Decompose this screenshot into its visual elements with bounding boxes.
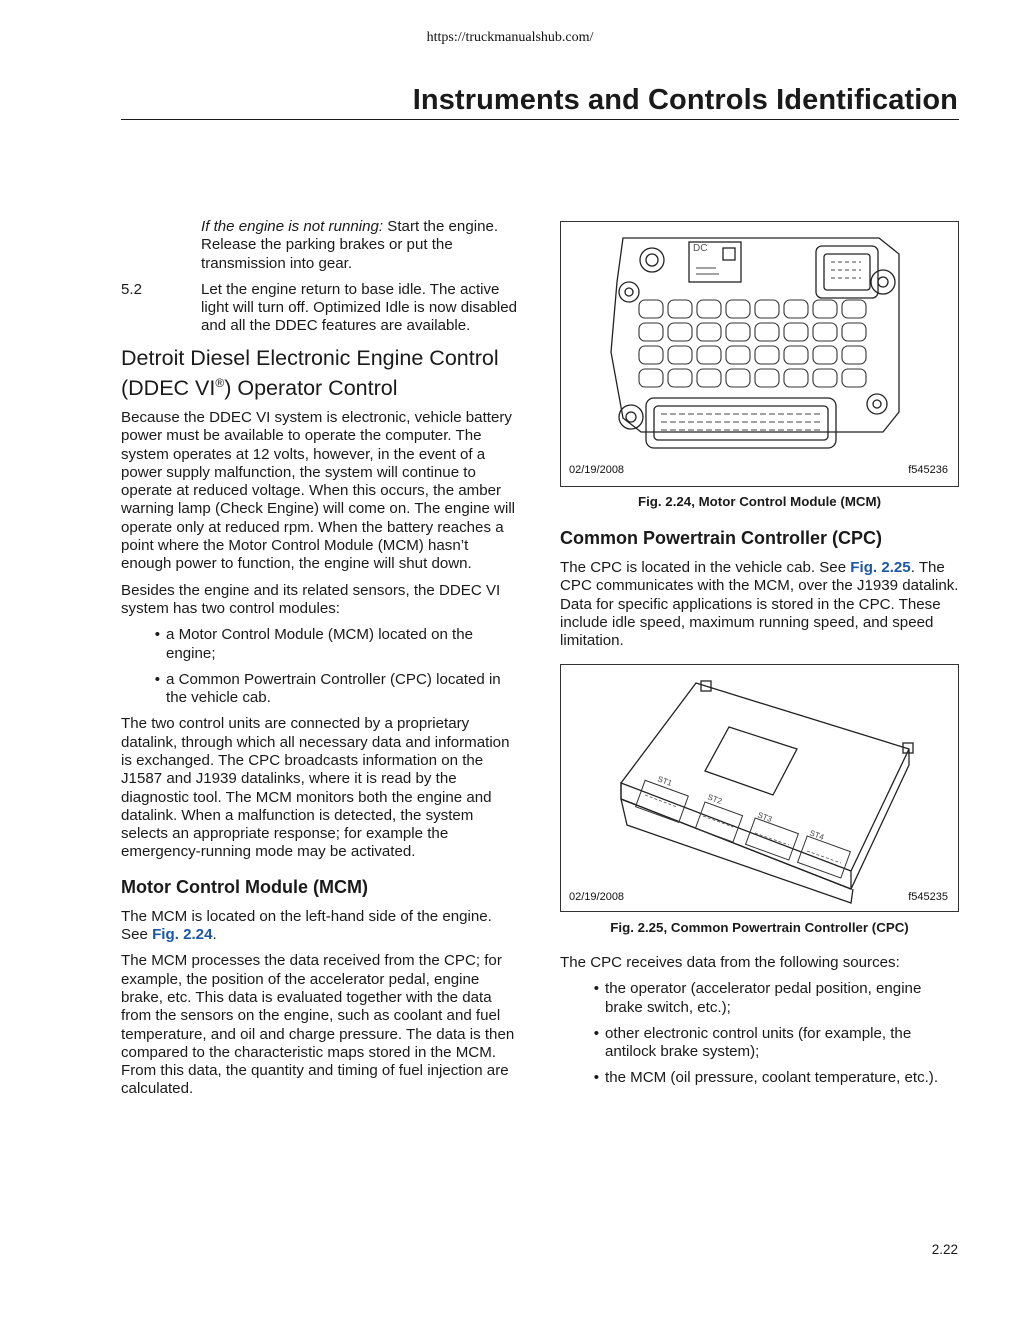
- fig-2-25-link[interactable]: Fig. 2.25: [850, 559, 911, 576]
- step-text: Let the engine return to base idle. The active light will turn off. Optimized Idle is now disabled and all the DDEC features are available.: [201, 280, 518, 335]
- port-st4-label: ST4: [808, 828, 826, 842]
- casting-rib: [813, 346, 837, 364]
- mcm-illustration: [561, 222, 958, 486]
- casting-rib: [639, 369, 663, 387]
- figure-2-25-frame: [560, 664, 959, 912]
- casting-rib: [697, 300, 721, 318]
- list-item: [560, 980, 960, 1017]
- casting-rib: [726, 346, 750, 364]
- casting-rib: [842, 369, 866, 387]
- casting-rib: [842, 323, 866, 341]
- port-st3-label: ST3: [756, 810, 774, 824]
- cpc-paragraph-1: [560, 559, 960, 650]
- casting-rib: [726, 369, 750, 387]
- cpc-text-rest: . The CPC communicates with the MCM, over the J1939 datalink. Data for specific applications is stored in the CPC. These include idle speed, maximum running speed, and speed limitation.: [560, 559, 959, 650]
- step-5-2: [121, 281, 521, 336]
- cpc-housing-top: [621, 683, 909, 889]
- cpc-sources-list: [560, 980, 960, 1087]
- cpc-text: The CPC is located in the vehicle cab. See: [560, 559, 851, 576]
- bullet: •: [593, 1069, 599, 1087]
- casting-rib: [697, 346, 721, 364]
- casting-rib: [784, 300, 808, 318]
- right-column-bottom: [560, 954, 960, 1096]
- bullet: •: [154, 626, 160, 644]
- mcm-heading: Motor Control Module (MCM): [121, 876, 368, 897]
- casting-rib: [668, 369, 692, 387]
- casting-rib: [755, 323, 779, 341]
- list-item-text: the operator (accelerator pedal position, engine brake switch, etc.);: [605, 980, 922, 1016]
- page-header-title: Instruments and Controls Identification: [412, 84, 958, 116]
- casting-rib: [784, 346, 808, 364]
- source-url: https://truckmanualshub.com/: [426, 30, 594, 45]
- casting-rib: [668, 323, 692, 341]
- figure-date: 02/19/2008: [569, 464, 625, 476]
- mcm-text: The MCM is located on the left-hand side of the engine. See: [121, 907, 492, 944]
- control-modules-list: [121, 626, 521, 707]
- casting-rib: [726, 300, 750, 318]
- intro-instruction: Start the engine. Release the parking brakes or put the transmission into gear.: [201, 218, 499, 272]
- figure-code: f545235: [908, 891, 948, 903]
- ddec-paragraph-1: Because the DDEC VI system is electronic, vehicle battery power must be available to operate the computer. The system operates at 12 volts, however, in the event of a power supply malfunction, the system will continue to operate at reduced voltage. When this occurs, the amber warning lamp (Check Engine) will come on. The engine will operate only at reduced rpm. When the battery reaches a point where the Motor Control Module (MCM) hasn’t enough power to function, the engine will shut down.: [121, 408, 516, 573]
- casting-rib: [784, 323, 808, 341]
- intro-condition: If the engine is not running:: [201, 218, 384, 235]
- ddec-heading-text-a: Detroit Diesel Electronic Engine Control (DDEC VI: [121, 345, 499, 400]
- label-area: [705, 727, 797, 795]
- list-item: [121, 626, 521, 663]
- list-item: [560, 1069, 960, 1087]
- casting-rib: [755, 300, 779, 318]
- casting-rib: [639, 346, 663, 364]
- dc-label: DC: [693, 243, 708, 254]
- casting-rib: [755, 346, 779, 364]
- casting-rib: [639, 300, 663, 318]
- figure-code: f545236: [908, 464, 948, 476]
- intro-paragraph: [121, 218, 521, 273]
- mcm-text-end: .: [212, 926, 217, 944]
- casting-rib: [639, 323, 663, 341]
- page-number: 2.22: [931, 1242, 958, 1257]
- registered-mark: ®: [215, 375, 225, 390]
- mcm-paragraph-2: The MCM processes the data received from the CPC; for example, the position of the accelerator pedal, engine brake, etc. This data is evaluated together with the data from the sensors on the engine, such as coolant and fuel temperature, and oil and charge pressure. The data is then compared to the characteristic maps stored in the MCM. From this data, the quantity and timing of fuel injection are calculated.: [121, 952, 515, 1098]
- casting-rib: [842, 346, 866, 364]
- casting-rib: [784, 369, 808, 387]
- casting-rib: [668, 300, 692, 318]
- ddec-heading-text-b: ) Operator Control: [224, 375, 398, 400]
- casting-rib: [726, 323, 750, 341]
- port-st2-label: ST2: [706, 792, 724, 806]
- list-item-text: other electronic control units (for example, the antilock brake system);: [605, 1024, 912, 1061]
- right-column-top: [560, 527, 960, 658]
- casting-rib: [813, 300, 837, 318]
- list-item: [560, 1025, 960, 1062]
- bullet: •: [154, 670, 160, 688]
- list-item-text: a Motor Control Module (MCM) located on the engine;: [166, 626, 474, 662]
- port-st1-label: ST1: [656, 774, 674, 788]
- ddec-paragraph-3: The two control units are connected by a proprietary datalink, through which all necessary data and information is exchanged. The CPC broadcasts information on the J1587 and J1939 datalinks, where it is read by the diagnostic tool. The MCM monitors both the engine and datalink. When a malfunction is detected, the system selects an appropriate response; for example the emergency-running mode may be activated.: [121, 715, 510, 861]
- fig-2-24-link[interactable]: Fig. 2.24: [152, 926, 213, 944]
- list-item-text: a Common Powertrain Controller (CPC) located in the vehicle cab.: [166, 670, 501, 707]
- figure-2-24-frame: [560, 221, 959, 487]
- left-column: [121, 218, 521, 1107]
- casting-rib: [813, 323, 837, 341]
- figure-2-24-caption: Fig. 2.24, Motor Control Module (MCM): [637, 494, 881, 509]
- ddec-paragraph-2: Besides the engine and its related sensors, the DDEC VI system has two control modules:: [121, 581, 501, 617]
- casting-rib: [697, 323, 721, 341]
- casting-rib: [668, 346, 692, 364]
- list-item-text: the MCM (oil pressure, coolant temperature, etc.).: [605, 1069, 939, 1087]
- casting-rib: [697, 369, 721, 387]
- step-number: 5.2: [121, 280, 142, 298]
- figure-date: 02/19/2008: [569, 891, 625, 903]
- mcm-paragraph-1: [121, 908, 521, 945]
- header-rule: [121, 119, 959, 120]
- cpc-illustration: [561, 665, 958, 911]
- casting-rib: [813, 369, 837, 387]
- bullet: •: [593, 980, 599, 998]
- cpc-paragraph-2: The CPC receives data from the following sources:: [560, 954, 900, 971]
- figure-2-25-caption: Fig. 2.25, Common Powertrain Controller (CPC): [610, 920, 909, 935]
- casting-rib: [842, 300, 866, 318]
- ddec-heading: [121, 346, 521, 401]
- cpc-heading: Common Powertrain Controller (CPC): [560, 528, 883, 548]
- list-item: [121, 671, 521, 708]
- casting-rib: [755, 369, 779, 387]
- bullet: •: [593, 1024, 599, 1042]
